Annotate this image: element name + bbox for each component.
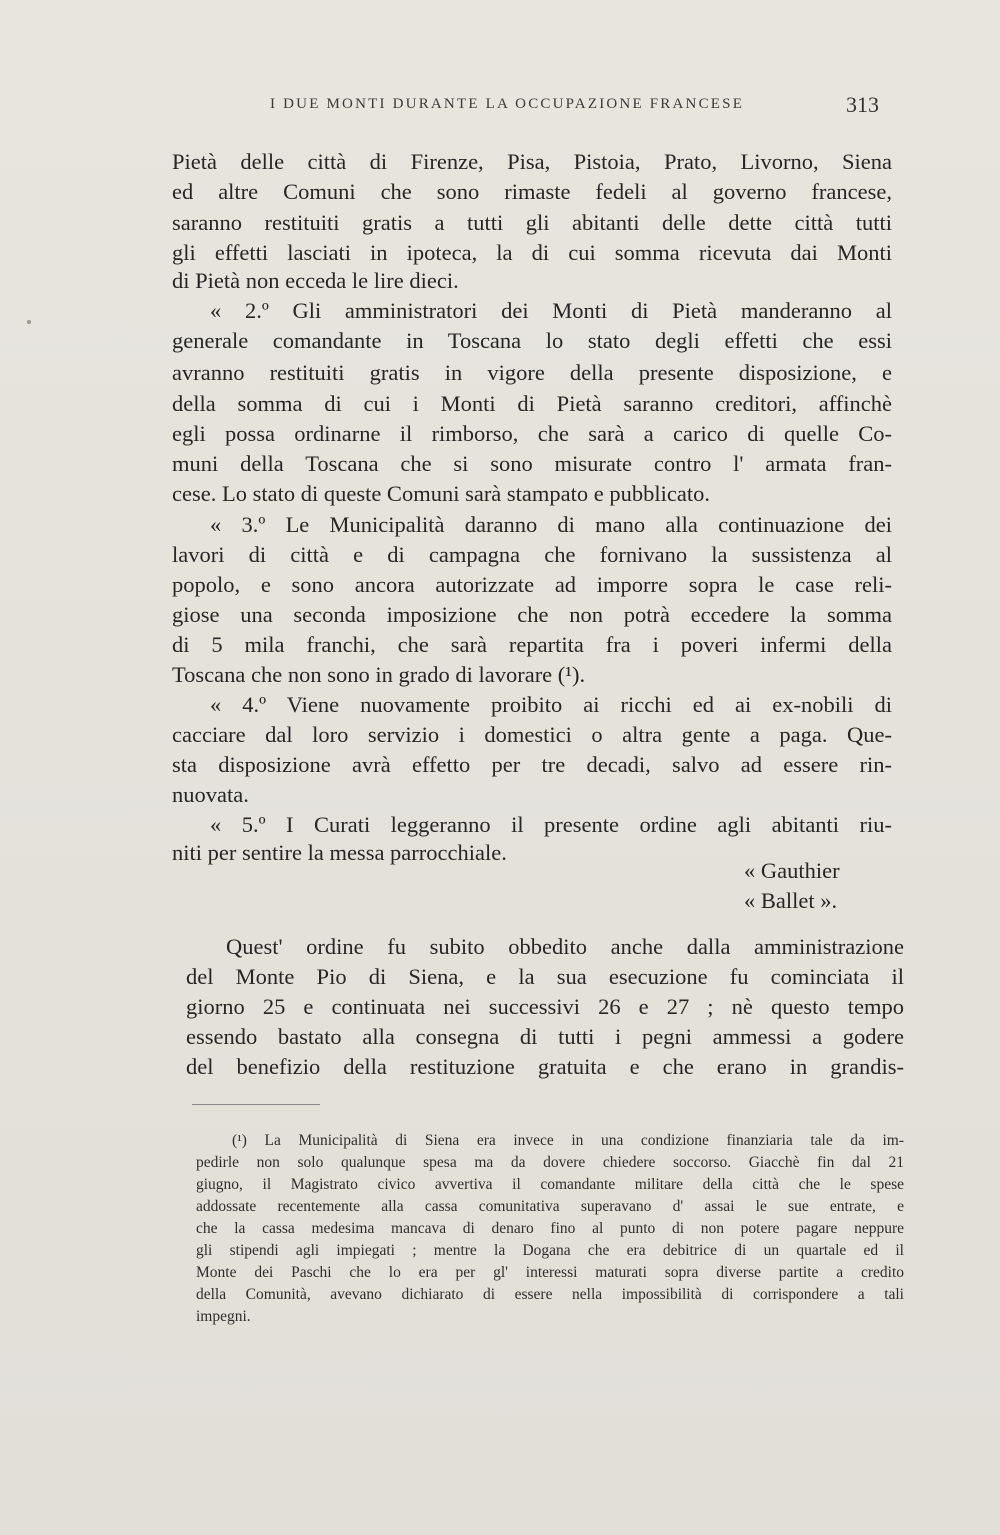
- body-line: « 2.º Gli amministratori dei Monti di Pietà manderanno al: [210, 298, 892, 323]
- body-line: niti per sentire la messa parrocchiale.: [172, 840, 507, 865]
- body-line: « 4.º Viene nuovamente proibito ai ricchi ed ai ex-nobili di: [210, 692, 892, 717]
- body-line: gli effetti lasciati in ipoteca, la di cui somma ricevuta dai Monti: [172, 240, 892, 265]
- body-line: essendo bastato alla consegna di tutti i pegni ammessi a godere: [186, 1024, 904, 1049]
- body-line: avranno restituiti gratis in vigore della presente disposizione, e: [172, 360, 892, 385]
- body-line: di Pietà non ecceda le lire dieci.: [172, 268, 459, 293]
- body-line: Pietà delle città di Firenze, Pisa, Pistoia, Prato, Livorno, Siena: [172, 149, 892, 174]
- signature-ballet: « Ballet ».: [744, 888, 838, 913]
- footnote-line: della Comunità, avevano dichiarato di essere nella impossibilità di corrispondere a tali: [196, 1286, 904, 1303]
- body-line: saranno restituiti gratis a tutti gli abitanti delle dette città tutti: [172, 210, 892, 235]
- footnote-line: gli stipendi agli impiegati ; mentre la Dogana che era debitrice di un quartale ed il: [196, 1242, 904, 1259]
- body-line: cacciare dal loro servizio i domestici o altra gente a paga. Que-: [172, 722, 892, 747]
- signature-gauthier: « Gauthier: [744, 858, 840, 883]
- body-line: « 5.º I Curati leggeranno il presente ordine agli abitanti riu-: [210, 812, 892, 837]
- body-line: lavori di città e di campagna che fornivano la sussistenza al: [172, 542, 892, 567]
- body-line: popolo, e sono ancora autorizzate ad imporre sopra le case reli-: [172, 572, 892, 597]
- body-line: di 5 mila franchi, che sarà repartita fra i poveri infermi della: [172, 632, 892, 657]
- body-line: egli possa ordinarne il rimborso, che sarà a carico di quelle Co-: [172, 421, 892, 446]
- body-line: muni della Toscana che si sono misurate contro l' armata fran-: [172, 451, 892, 476]
- body-line: del Monte Pio di Siena, e la sua esecuzione fu cominciata il: [186, 964, 904, 989]
- body-line: sta disposizione avrà effetto per tre decadi, salvo ad essere rin-: [172, 752, 892, 777]
- footnote-separator: [192, 1104, 320, 1105]
- body-line: cese. Lo stato di queste Comuni sarà stampato e pubblicato.: [172, 481, 710, 506]
- body-line: Quest' ordine fu subito obbedito anche dalla amministrazione: [226, 934, 904, 959]
- body-line: ed altre Comuni che sono rimaste fedeli al governo francese,: [172, 179, 892, 204]
- body-line: giorno 25 e continuata nei successivi 26 e 27 ; nè questo tempo: [186, 994, 904, 1019]
- footnote-line: addossate recentemente alla cassa comunitativa superavano d' assai le sue entrate, e: [196, 1198, 904, 1215]
- body-line: Toscana che non sono in grado di lavorare (¹).: [172, 662, 586, 687]
- body-line: generale comandante in Toscana lo stato degli effetti che essi: [172, 328, 892, 353]
- footnote-line: Monte dei Paschi che lo era per gl' interessi maturati sopra diverse partite a credito: [196, 1264, 904, 1281]
- body-line: nuovata.: [172, 782, 249, 807]
- body-line: del benefizio della restituzione gratuita e che erano in grandis-: [186, 1054, 904, 1079]
- body-line: « 3.º Le Municipalità daranno di mano alla continuazione dei: [210, 512, 892, 537]
- footnote-line: impegni.: [196, 1308, 251, 1325]
- body-line: giose una seconda imposizione che non potrà eccedere la somma: [172, 602, 892, 627]
- paper-speck: [27, 320, 31, 324]
- footnote-line: giugno, il Magistrato civico avvertiva il comandante militare della città che le spese: [196, 1176, 904, 1193]
- footnote-line: che la cassa medesima mancava di denaro fino al punto di non potere pagare neppure: [196, 1220, 904, 1237]
- footnote-line: (¹) La Municipalità di Siena era invece in una condizione finanziaria tale da im-: [232, 1132, 904, 1149]
- footnote-line: pedirle non solo qualunque spesa ma da dovere chiedere soccorso. Giacchè fin dal 21: [196, 1154, 904, 1171]
- body-line: della somma di cui i Monti di Pietà saranno creditori, affinchè: [172, 391, 892, 416]
- running-title: I DUE MONTI DURANTE LA OCCUPAZIONE FRANCESE: [270, 96, 745, 112]
- page-number: 313: [846, 92, 879, 117]
